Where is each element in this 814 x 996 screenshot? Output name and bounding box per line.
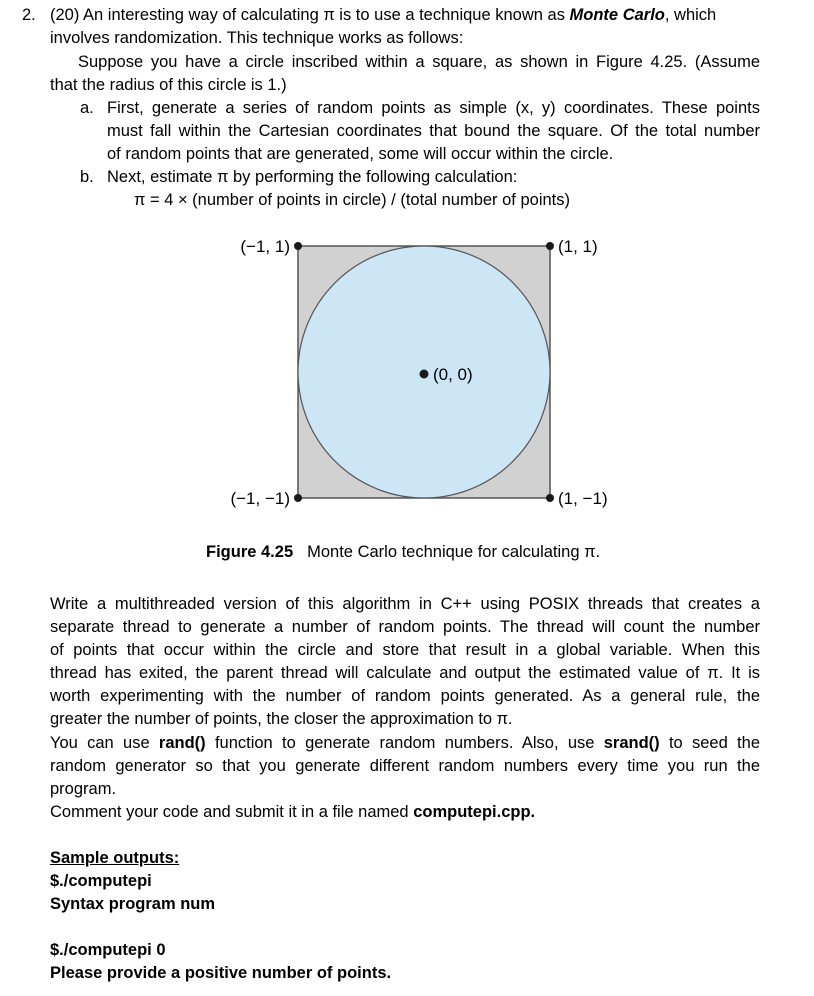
- task-line6: greater the number of points, the closer the approximation to π.: [50, 710, 513, 728]
- task-line9: program.: [50, 780, 117, 798]
- figure-caption: [206, 543, 600, 562]
- task-line1: Write a multithreaded version of this algorithm in C++ using POSIX threads that creates a: [50, 595, 760, 613]
- label-center: (0, 0): [433, 365, 473, 384]
- step-b-marker: b.: [80, 168, 94, 186]
- sample-command-1: $./computepi: [50, 872, 152, 890]
- label-top-right: (1, 1): [558, 237, 598, 256]
- suppose-line2: that the radius of this circle is 1.): [50, 76, 287, 94]
- submit-line: [50, 801, 535, 824]
- task-line5: worth experimenting with the number of random points generated. As a general rule, the: [50, 687, 760, 705]
- task-line3: of points that occur within the circle and store that result in a global variable. When this: [50, 641, 760, 659]
- sample-command-2: $./computepi 0: [50, 941, 166, 959]
- label-bottom-left: (−1, −1): [230, 489, 290, 508]
- suppose-line1: Suppose you have a circle inscribed within a square, as shown in Figure 4.25. (Assume: [78, 53, 760, 71]
- rand-text-post: to seed the: [659, 734, 760, 752]
- step-a-line3: of random points that are generated, some will occur within the circle.: [107, 145, 614, 163]
- point-top-right: [546, 242, 554, 250]
- sample-heading: Sample outputs:: [50, 849, 180, 867]
- caption-text: Monte Carlo technique for calculating π.: [307, 543, 601, 561]
- submit-text: Comment your code and submit it in a file named: [50, 803, 414, 821]
- label-top-left: (−1, 1): [240, 237, 290, 256]
- srand-function: srand(): [603, 734, 660, 752]
- problem-number: 2.: [22, 6, 36, 24]
- point-top-left: [294, 242, 302, 250]
- point-center: [420, 370, 429, 379]
- problem-points: (20): [50, 6, 80, 24]
- submit-filename: computepi.cpp.: [413, 803, 536, 821]
- caption-number: Figure 4.25: [206, 543, 294, 561]
- sample-output-1: Syntax program num: [50, 895, 216, 913]
- rand-text-mid: function to generate random numbers. Also, use: [205, 734, 604, 752]
- step-b-line1: Next, estimate π by performing the following calculation:: [107, 168, 518, 186]
- point-bottom-right: [546, 494, 554, 502]
- rand-function: rand(): [158, 734, 206, 752]
- intro-text: An interesting way of calculating π is to use a technique known as: [83, 6, 570, 24]
- step-a-line1: First, generate a series of random points as simple (x, y) coordinates. These points: [107, 99, 760, 117]
- task-line4: thread has exited, the parent thread will calculate and output the estimated value of π. It is: [50, 664, 760, 682]
- task-line2: separate thread to generate a number of random points. The thread will count the number: [50, 618, 760, 636]
- problem-intro-line2: involves randomization. This technique works as follows:: [50, 29, 464, 47]
- rand-text-pre: You can use: [50, 734, 159, 752]
- technique-name: Monte Carlo: [569, 6, 665, 24]
- step-a-marker: a.: [80, 99, 94, 117]
- label-bottom-right: (1, −1): [558, 489, 608, 508]
- sample-output-2: Please provide a positive number of points.: [50, 964, 392, 982]
- point-bottom-left: [294, 494, 302, 502]
- step-a-line2: must fall within the Cartesian coordinates that bound the square. Of the total number: [107, 122, 760, 140]
- formula: π = 4 × (number of points in circle) / (total number of points): [134, 191, 570, 209]
- intro-text-end: , which: [664, 6, 717, 24]
- task-line7: [50, 732, 760, 755]
- task-line8: random generator so that you generate different random numbers every time you run the: [50, 757, 760, 775]
